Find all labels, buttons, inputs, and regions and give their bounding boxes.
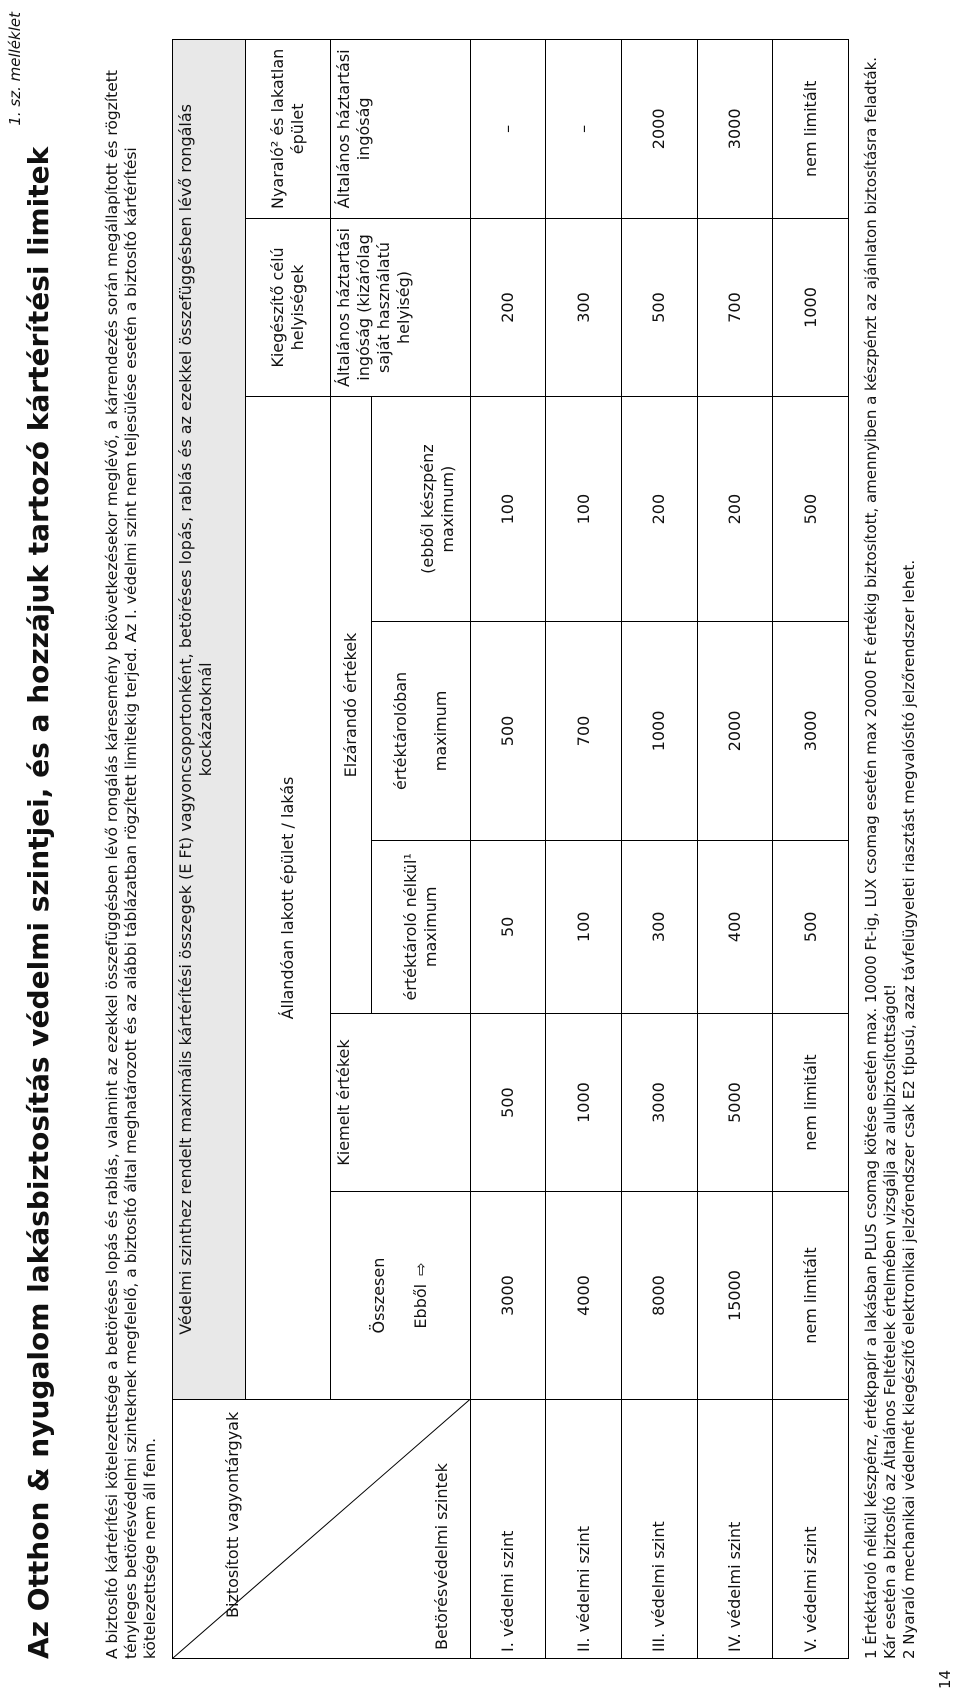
corner-label-levels: Betörésvédelmi szintek: [431, 1463, 451, 1650]
corner-diagonal: [173, 1400, 470, 1658]
table-cell: 100: [546, 397, 622, 622]
table-cell: nem limitált: [773, 1013, 849, 1192]
table-cell: 3000: [697, 40, 773, 219]
table-cell: 2000: [621, 40, 697, 219]
table-cell: 4000: [546, 1192, 622, 1399]
table-cell: 50: [470, 840, 546, 1013]
limits-table-wrapper: [172, 39, 849, 1659]
footnotes: [862, 39, 919, 1659]
header-without-safe: értéktároló nélkül¹ maximum: [372, 840, 471, 1013]
header-holiday-sub: Általános háztartási ingóság: [330, 40, 470, 219]
table-cell: 200: [470, 218, 546, 397]
table-cell: 100: [546, 840, 622, 1013]
table-cell: 500: [621, 218, 697, 397]
header-of-which-label: Ebből: [411, 1283, 431, 1329]
arrow-right-icon: ⇨: [411, 1262, 431, 1276]
limits-table: [172, 39, 849, 1659]
table-row: [546, 40, 622, 1659]
footnote-2: 2 Nyaraló mechanikai védelmét kiegészítő elektronikai jelzőrendszer csak E2 típusú, azaz távfelügyeleti riasztást megvalósító jelzőrendszer lehet.: [900, 559, 918, 1659]
header-secondary-sub: Általános háztartási ingóság (kizárólag saját használatú helyiség): [330, 218, 470, 397]
table-cell: 500: [773, 840, 849, 1013]
table-cell: 300: [546, 218, 622, 397]
row-label: V. védelmi szint: [773, 1399, 849, 1658]
table-cell: 1000: [773, 218, 849, 397]
table-cell: 2000: [697, 621, 773, 840]
table-cell: 8000: [621, 1192, 697, 1399]
table-row: [470, 40, 546, 1659]
table-cell: 500: [470, 1013, 546, 1192]
table-cell: 500: [773, 397, 849, 622]
table-cell: 3000: [773, 621, 849, 840]
table-cell: –: [546, 40, 622, 219]
header-in-safe-max-label: maximum: [430, 690, 450, 772]
header-total-label: Összesen: [369, 1257, 389, 1334]
row-label: II. védelmi szint: [546, 1399, 622, 1658]
table-cell: 200: [621, 397, 697, 622]
row-label: III. védelmi szint: [621, 1399, 697, 1658]
table-cell: 15000: [697, 1192, 773, 1399]
table-row: [697, 40, 773, 1659]
header-lockable: Elzárandó értékek: [330, 397, 371, 1013]
page-title: Az Otthon & nyugalom lakásbiztosítás védelmi szintjei, és a hozzájuk tartozó kártérítési limitek: [22, 146, 55, 1659]
table-row: [773, 40, 849, 1659]
header-total: [330, 1192, 470, 1399]
row-label: IV. védelmi szint: [697, 1399, 773, 1658]
table-cell: 1000: [621, 621, 697, 840]
table-cell: –: [470, 40, 546, 219]
header-group-secondary: Kiegészítő célú helyiségek: [245, 218, 330, 397]
table-cell: nem limitált: [773, 40, 849, 219]
table-cell: 700: [697, 218, 773, 397]
table-corner-cell: [173, 1399, 471, 1658]
table-cell: 3000: [621, 1013, 697, 1192]
header-highlighted: Kiemelt értékek: [330, 1013, 470, 1192]
table-cell: 300: [621, 840, 697, 1013]
table-cell: 1000: [546, 1013, 622, 1192]
table-cell: 100: [470, 397, 546, 622]
table-cell: 700: [546, 621, 622, 840]
annex-label: 1. sz. melléklet: [6, 12, 24, 126]
header-in-safe-cash: (ebből készpénz maximum): [372, 397, 471, 622]
table-cell: nem limitált: [773, 1192, 849, 1399]
footnote-1: 1 Értéktároló nélkül készpénz, értékpapír a lakásban PLUS csomag kötése esetén max. 10000 Ft-ig, LUX csomag esetén max 20000 Ft értékig biztosított, amennyiben a készpénzt az ajánlaton biztosításra feladták. Kár esetén a biztosító az Általános Feltételek értelmében vizsgálja az alulbiztosítottságot!: [862, 56, 899, 1659]
corner-label-assets: Biztosított vagyontárgyak: [223, 1411, 242, 1618]
intro-paragraph: A biztosító kártérítési kötelezettsége a betöréses lopás és rablás, valamint az ezekkel összefüggésben lévő rongálás káresemény bekövetkezésekor meglévő, a kárrendezés során megállapított és rögzített tényleges betörésvédelmi szinteknek megfelelő, a biztosító által meghatározott és az alábbi táblázatban rögzített limitekig terjed. Az I. védelmi szint nem teljesülése esetén a biztosító kártérítési kötelezettsége nem áll fenn.: [103, 70, 159, 1659]
header-group-building: Állandóan lakott épület / lakás: [245, 397, 330, 1399]
table-body: [470, 40, 848, 1659]
table-cell: 200: [697, 397, 773, 622]
table-cell: 400: [697, 840, 773, 1013]
table-cell: 3000: [470, 1192, 546, 1399]
table-cell: 500: [470, 621, 546, 840]
table-row: [621, 40, 697, 1659]
table-cell: 5000: [697, 1013, 773, 1192]
header-in-safe-group: értéktárolóban: [390, 671, 410, 791]
header-main: Védelmi szinthez rendelt maximális kártérítési összegek (E Ft) vagyoncsoportonként, betöréses lopás, rablás és az ezekkel összefüggésben lévő rongálás kockázatoknál: [173, 40, 246, 1400]
row-label: I. védelmi szint: [470, 1399, 546, 1658]
header-in-safe-max: [372, 621, 471, 840]
page-number: 14: [936, 1669, 954, 1689]
header-group-holiday: Nyaraló² és lakatlan épület: [245, 40, 330, 219]
